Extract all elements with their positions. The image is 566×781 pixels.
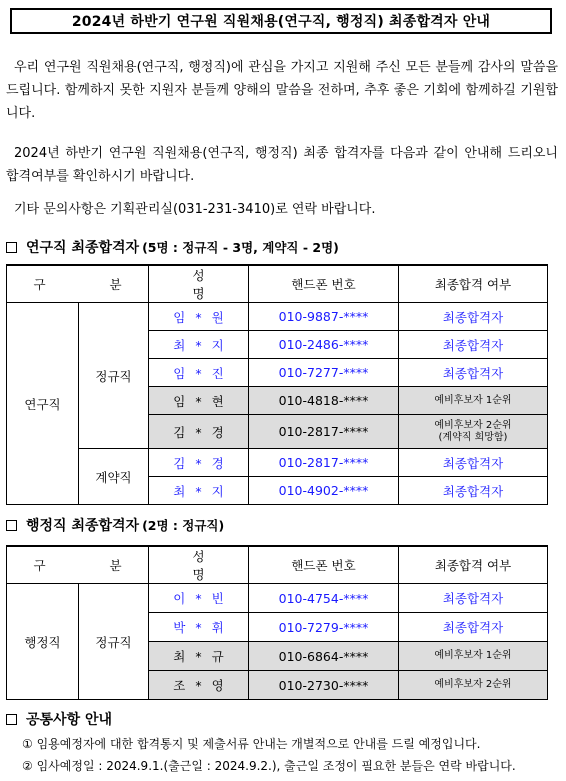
- candidate-result-note: (계약직 희망함): [438, 431, 508, 443]
- header-gubun: 구 분: [7, 265, 149, 303]
- candidate-result: 예비후보자 2순위: [399, 671, 548, 700]
- candidate-phone: 010-4754-****: [249, 584, 399, 613]
- candidate-phone: 010-4818-****: [249, 387, 399, 415]
- candidate-phone: 010-2730-****: [249, 671, 399, 700]
- candidate-phone: 010-4902-****: [249, 477, 399, 505]
- header-phone: 핸드폰 번호: [249, 265, 399, 303]
- header-result: 최종합격 여부: [399, 265, 548, 303]
- candidate-result: 최종합격자: [399, 359, 548, 387]
- candidate-phone: 010-6864-****: [249, 642, 399, 671]
- candidate-result: 최종합격자: [399, 303, 548, 331]
- candidate-phone: 010-2486-****: [249, 331, 399, 359]
- category-cell: 행정직: [7, 584, 79, 700]
- intro-paragraph-contact: 기타 문의사항은 기획관리실(031-231-3410)로 연락 바랍니다.: [14, 202, 376, 217]
- notice-item: ① 임용예정자에 대한 합격통지 및 제출서류 안내는 개별적으로 안내를 드릴 예정입니다.: [22, 737, 481, 751]
- admin-results-table: [6, 545, 548, 700]
- candidate-phone: 010-2817-****: [249, 449, 399, 477]
- candidate-phone: 010-7277-****: [249, 359, 399, 387]
- candidate-phone: 010-2817-****: [249, 415, 399, 449]
- header-phone: 핸드폰 번호: [249, 546, 399, 584]
- table-row: [7, 449, 548, 477]
- candidate-name: 임*진: [149, 359, 249, 387]
- table-header-row: [7, 265, 548, 303]
- candidate-result: 최종합격자: [399, 613, 548, 642]
- candidate-name: 김*경: [149, 449, 249, 477]
- employment-type-cell: 계약직: [79, 449, 149, 505]
- employment-type-cell: 정규직: [79, 303, 149, 449]
- common-section-heading: [6, 709, 112, 729]
- candidate-result: 예비후보자 1순위: [399, 642, 548, 671]
- category-cell: 연구직: [7, 303, 79, 505]
- candidate-result: 최종합격자: [399, 584, 548, 613]
- candidate-name: 최*지: [149, 477, 249, 505]
- table-row: [7, 303, 548, 331]
- candidate-result: 최종합격자: [399, 477, 548, 505]
- page-title: [10, 8, 552, 34]
- table-header-row: [7, 546, 548, 584]
- common-heading-text: 공통사항 안내: [26, 712, 113, 728]
- checkbox-square-icon: [6, 520, 17, 531]
- candidate-result-cell: [399, 415, 548, 449]
- candidate-name: 김*경: [149, 415, 249, 449]
- candidate-result: 최종합격자: [399, 449, 548, 477]
- candidate-phone: 010-7279-****: [249, 613, 399, 642]
- admin-section-heading: [6, 515, 224, 535]
- research-section-heading: [6, 237, 339, 257]
- candidate-name: 박*휘: [149, 613, 249, 642]
- page-title-text: 2024년 하반기 연구원 직원채용(연구직, 행정직) 최종합격자 안내: [71, 14, 491, 30]
- candidate-name: 조*영: [149, 671, 249, 700]
- checkbox-square-icon: [6, 714, 17, 725]
- candidate-name: 임*현: [149, 387, 249, 415]
- admin-heading-text: 행정직 최종합격자: [26, 518, 140, 534]
- candidate-name: 이*빈: [149, 584, 249, 613]
- candidate-name: 최*규: [149, 642, 249, 671]
- candidate-result: 최종합격자: [399, 331, 548, 359]
- research-results-table: [6, 264, 548, 505]
- header-name: 성명: [149, 265, 249, 303]
- header-gubun: 구 분: [7, 546, 149, 584]
- notice-item: ② 임사예정일 : 2024.9.1.(출근일 : 2024.9.2.), 출근일 조정이 필요한 분들은 연락 바랍니다.: [22, 759, 516, 773]
- candidate-result: 예비후보자 2순위: [434, 419, 512, 431]
- candidate-name: 최*지: [149, 331, 249, 359]
- table-row: [7, 584, 548, 613]
- research-heading-count: (5명 : 정규직 - 3명, 계약직 - 2명): [142, 240, 339, 255]
- intro-paragraph-thanks: 우리 연구원 직원채용(연구직, 행정직)에 관심을 가지고 지원해 주신 모든 분들께 감사의 말씀을 드립니다. 함께하지 못한 지원자 분들께 양해의 말씀을 전하며, 추후 좋은 기회에 함께하길 기원합니다.: [6, 60, 558, 121]
- checkbox-square-icon: [6, 242, 17, 253]
- candidate-name: 임*원: [149, 303, 249, 331]
- admin-heading-count: (2명 : 정규직): [142, 518, 225, 533]
- header-name: 성명: [149, 546, 249, 584]
- candidate-phone: 010-9887-****: [249, 303, 399, 331]
- candidate-result: 예비후보자 1순위: [399, 387, 548, 415]
- header-result: 최종합격 여부: [399, 546, 548, 584]
- employment-type-cell: 정규직: [79, 584, 149, 700]
- research-heading-text: 연구직 최종합격자: [26, 240, 140, 256]
- intro-paragraph-announce: 2024년 하반기 연구원 직원채용(연구직, 행정직) 최종 합격자를 다음과 같이 안내해 드리오니 합격여부를 확인하시기 바랍니다.: [6, 146, 558, 184]
